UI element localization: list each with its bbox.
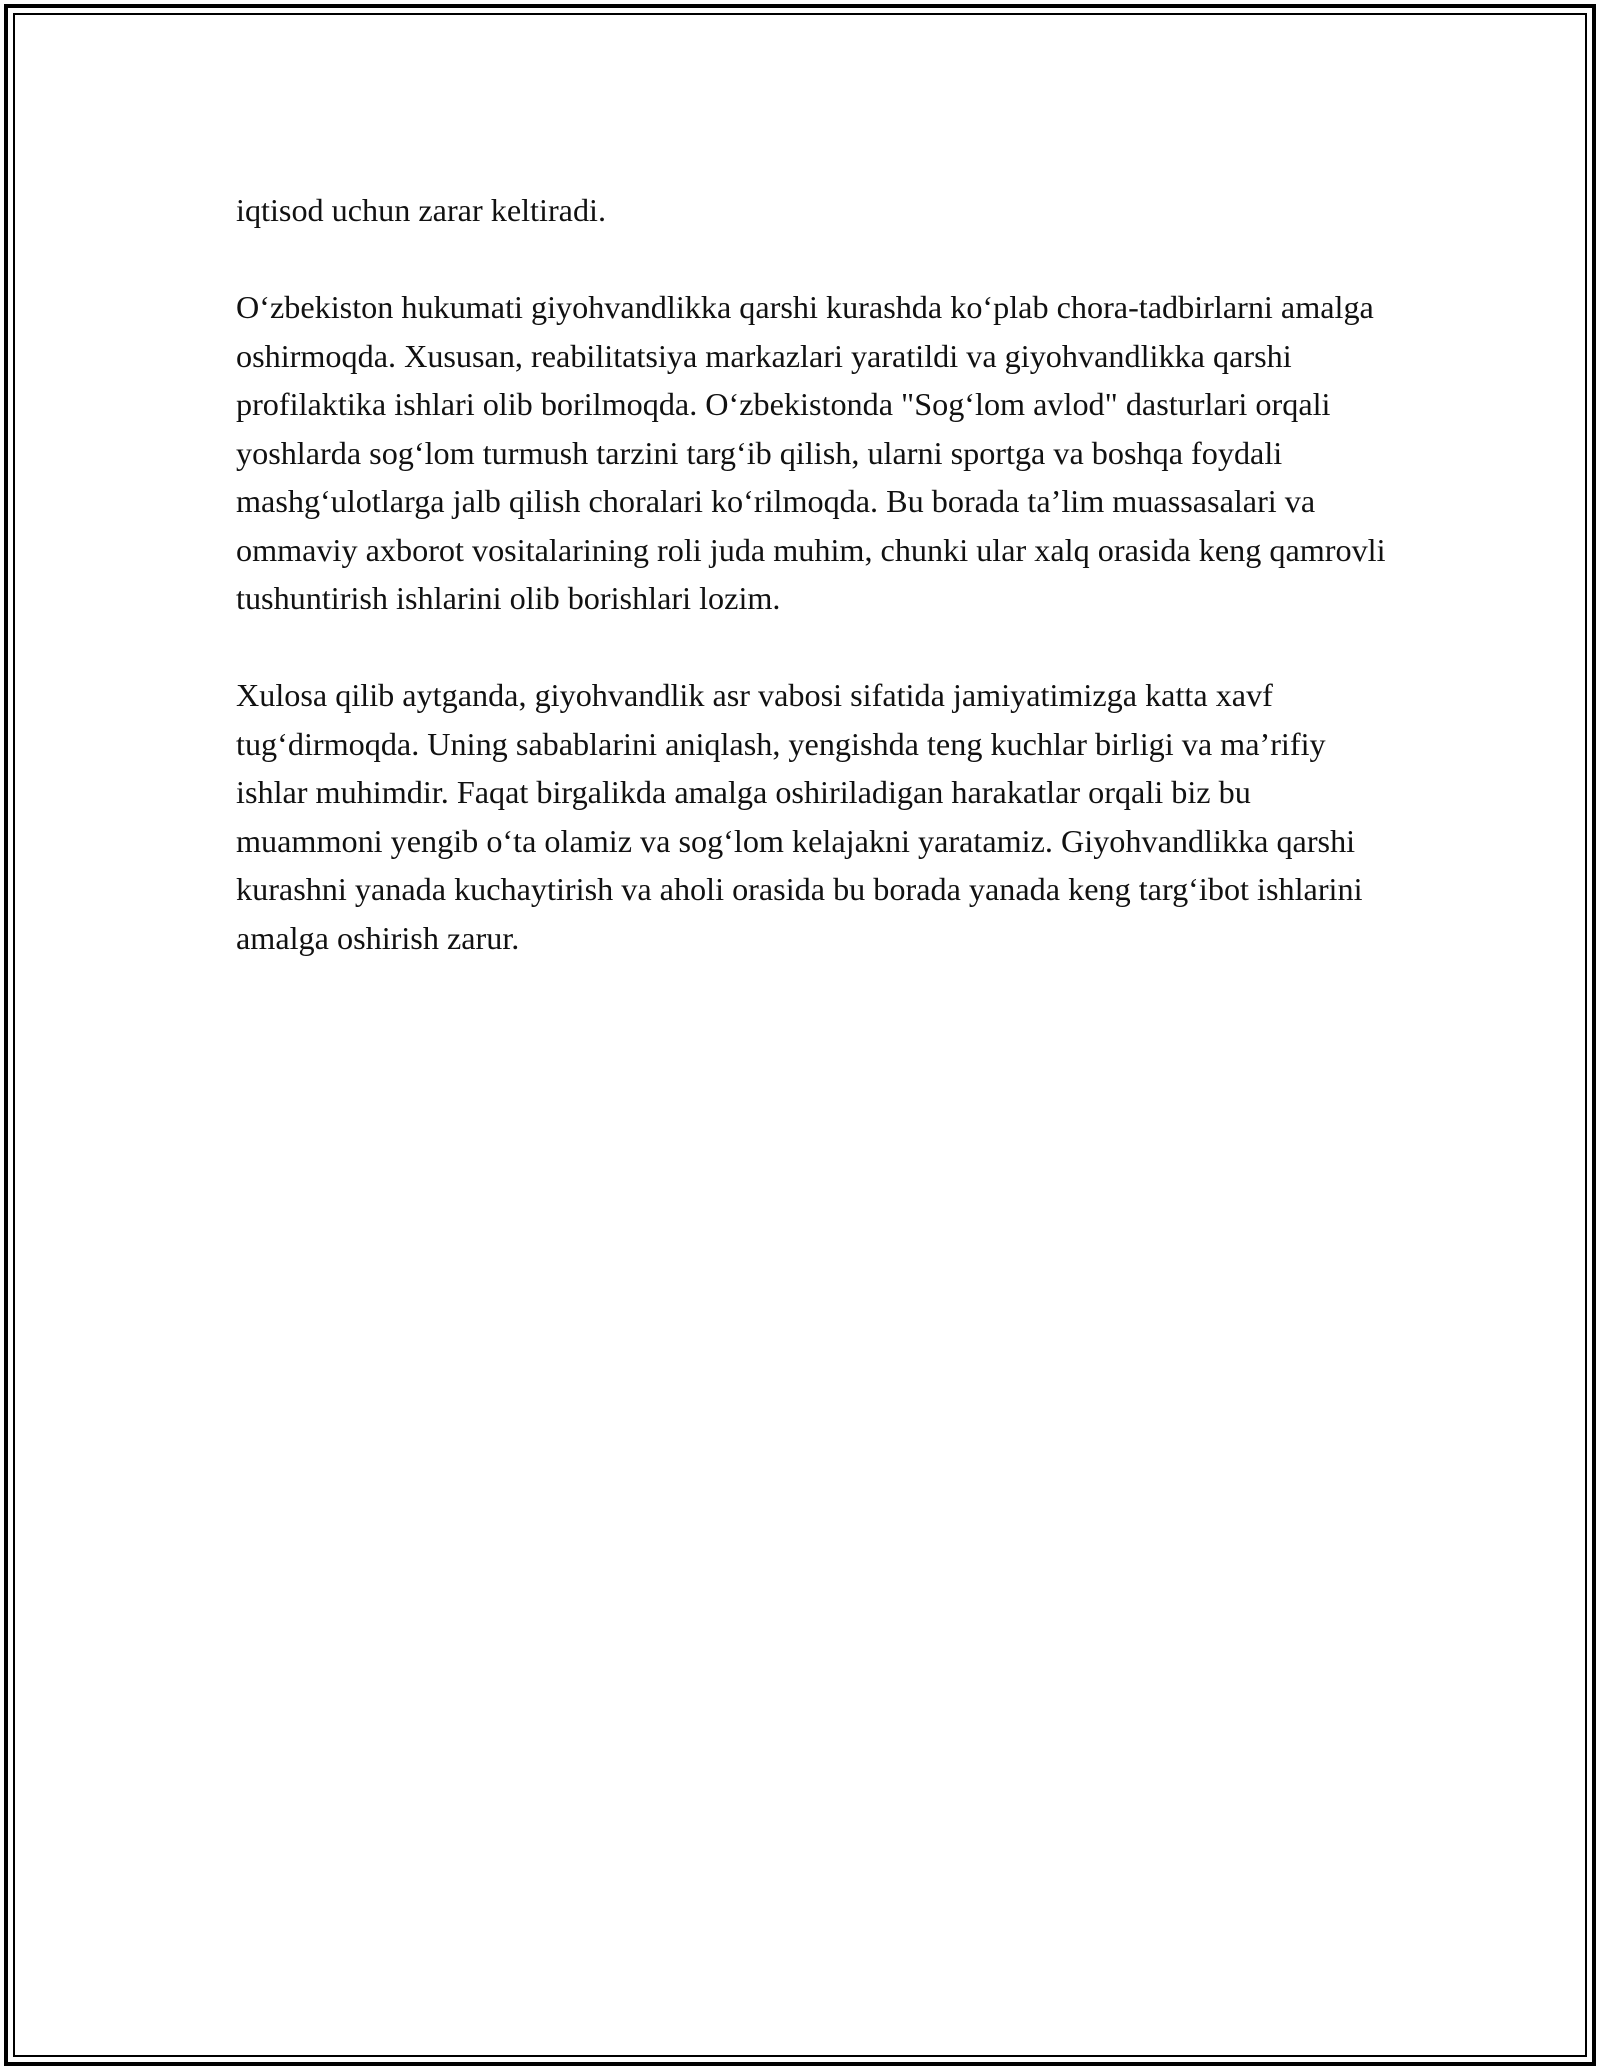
paragraph-2: O‘zbekiston hukumati giyohvandlikka qarshi kurashda ko‘plab chora-tadbirlarni amalga oshirmoqda. Xususan, reabilitatsiya markazlari yaratildi va giyohvandlikka qarshi profilaktika ishlari olib borilmoqda. O‘zbekistonda "Sog‘lom avlod" dasturlari orqali yoshlarda sog‘lom turmush tarzini targ‘ib qilish, ularni sportga va boshqa foydali mashg‘ulotlarga jalb qilish choralari ko‘rilmoqda. Bu borada ta’lim muassasalari va ommaviy axborot vositalarining roli juda muhim, chunki ular xalq orasida keng qamrovli tushuntirish ishlarini olib borishlari lozim. [236, 289, 1386, 616]
paragraph-1: iqtisod uchun zarar keltiradi. [236, 192, 607, 228]
document-body [236, 186, 1386, 1011]
paragraph-3: Xulosa qilib aytganda, giyohvandlik asr vabosi sifatida jamiyatimizga katta xavf tug‘dirmoqda. Uning sabablarini aniqlash, yengishda teng kuchlar birligi va ma’rifiy ishlar muhimdir. Faqat birgalikda amalga oshiriladigan harakatlar orqali biz bu muammoni yengib o‘ta olamiz va sog‘lom kelajakni yaratamiz. Giyohvandlikka qarshi kurashni yanada kuchaytirish va aholi orasida bu borada yanada keng targ‘ibot ishlarini amalga oshirish zarur. [236, 677, 1363, 956]
